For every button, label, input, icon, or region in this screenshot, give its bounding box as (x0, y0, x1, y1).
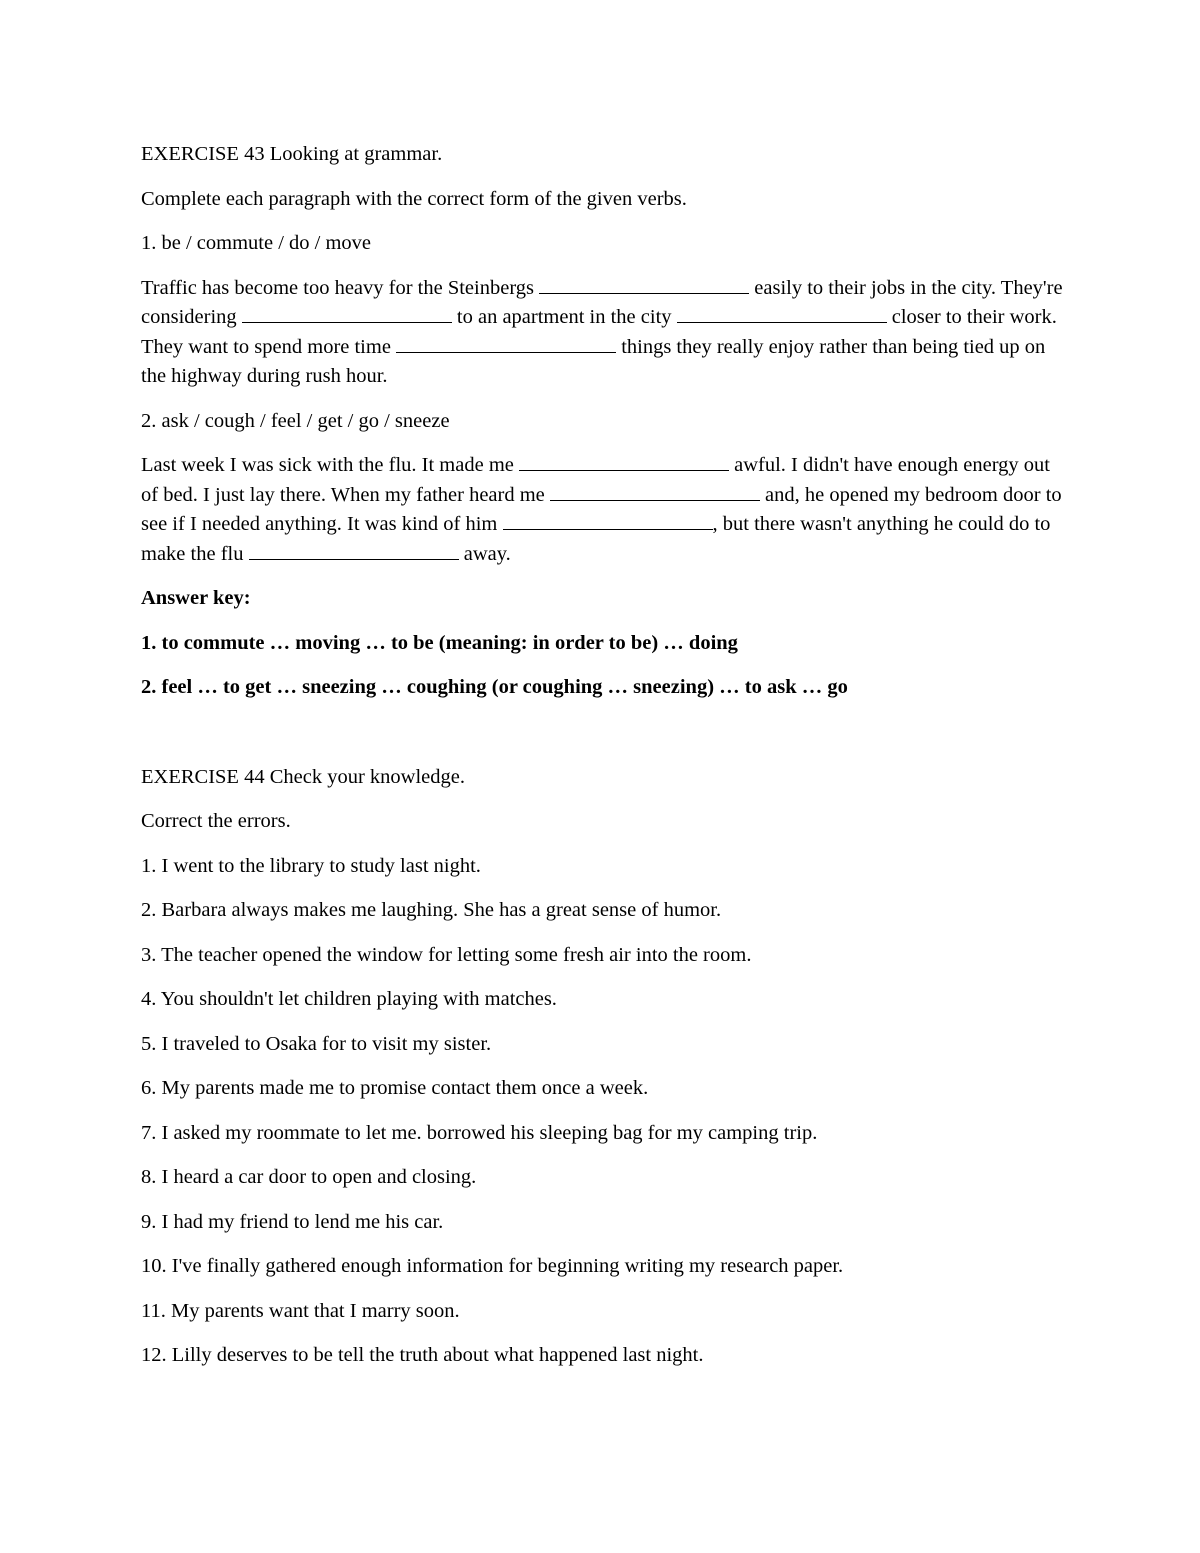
question-2-paragraph (141, 451, 1071, 569)
list-item: 10. I've finally gathered enough information for beginning writing my research paper. (141, 1255, 844, 1277)
q1-text-2: easily to their jobs in the city. They're considering (141, 276, 1063, 328)
question-2-verbs: 2. ask / cough / feel / get / go / sneeze (141, 409, 450, 432)
question-1-verbs: 1. be / commute / do / move (141, 232, 372, 254)
document-content (141, 140, 1071, 1386)
q2-blank-4 (249, 540, 459, 560)
section-spacer (141, 718, 1071, 763)
list-item: 6. My parents made me to promise contact them once a week. (141, 1077, 649, 1099)
list-item: 7. I asked my roommate to let me. borrowed his sleeping bag for my camping trip. (141, 1121, 818, 1144)
q2-text-1: Last week I was sick with the flu. It made me (141, 454, 514, 476)
answer-2: 2. feel … to get … sneezing … coughing (or coughing … sneezing) … to ask … go (141, 676, 848, 698)
q2-blank-3 (503, 510, 713, 530)
list-item: 2. Barbara always makes me laughing. She has a great sense of humor. (141, 899, 722, 921)
list-item: 5. I traveled to Osaka for to visit my sister. (141, 1032, 492, 1055)
q2-text-5: away. (463, 542, 511, 565)
q2-text-4: , but there wasn't anything he could do to make the flu (141, 513, 1051, 565)
q1-text-3: to an apartment in the city (456, 306, 672, 328)
q1-text-1: Traffic has become too heavy for the Steinbergs (141, 276, 535, 299)
q1-blank-2 (242, 303, 452, 323)
answer-key-label: Answer key: (141, 587, 251, 609)
q1-blank-1 (539, 274, 749, 294)
q2-text-2: awful. I didn't have enough energy out of bed. I just lay there. When my father heard me (141, 454, 1050, 506)
list-item: 9. I had my friend to lend me his car. (141, 1210, 444, 1233)
q1-blank-4 (396, 333, 616, 353)
list-item: 4. You shouldn't let children playing with matches. (141, 988, 557, 1010)
q1-text-4: closer to their work. They want to spend more time (141, 306, 1057, 358)
q1-text-5: things they really enjoy rather than being tied up on the highway during rush hour. (141, 335, 1046, 387)
list-item: 8. I heard a car door to open and closing. (141, 1166, 477, 1188)
exercise-43-instruction: Complete each paragraph with the correct form of the given verbs. (141, 187, 687, 210)
answer-1: 1. to commute … moving … to be (meaning: in order to be) … doing (141, 631, 738, 654)
q2-text-3: and, he opened my bedroom door to see if I needed anything. It was kind of him (141, 483, 1062, 535)
exercise-44-instruction: Correct the errors. (141, 810, 291, 832)
q2-blank-2 (550, 481, 760, 501)
q2-blank-1 (519, 451, 729, 471)
list-item: 1. I went to the library to study last night. (141, 854, 481, 877)
q1-blank-3 (677, 303, 887, 323)
exercise-44-title: EXERCISE 44 Check your knowledge. (141, 765, 465, 788)
list-item: 12. Lilly deserves to be tell the truth about what happened last night. (141, 1344, 704, 1366)
list-item: 3. The teacher opened the window for letting some fresh air into the room. (141, 943, 752, 966)
exercise-44-list (141, 852, 1071, 1371)
question-1-paragraph (141, 274, 1071, 392)
exercise-43-title: EXERCISE 43 Looking at grammar. (141, 143, 443, 165)
list-item: 11. My parents want that I marry soon. (141, 1299, 460, 1322)
